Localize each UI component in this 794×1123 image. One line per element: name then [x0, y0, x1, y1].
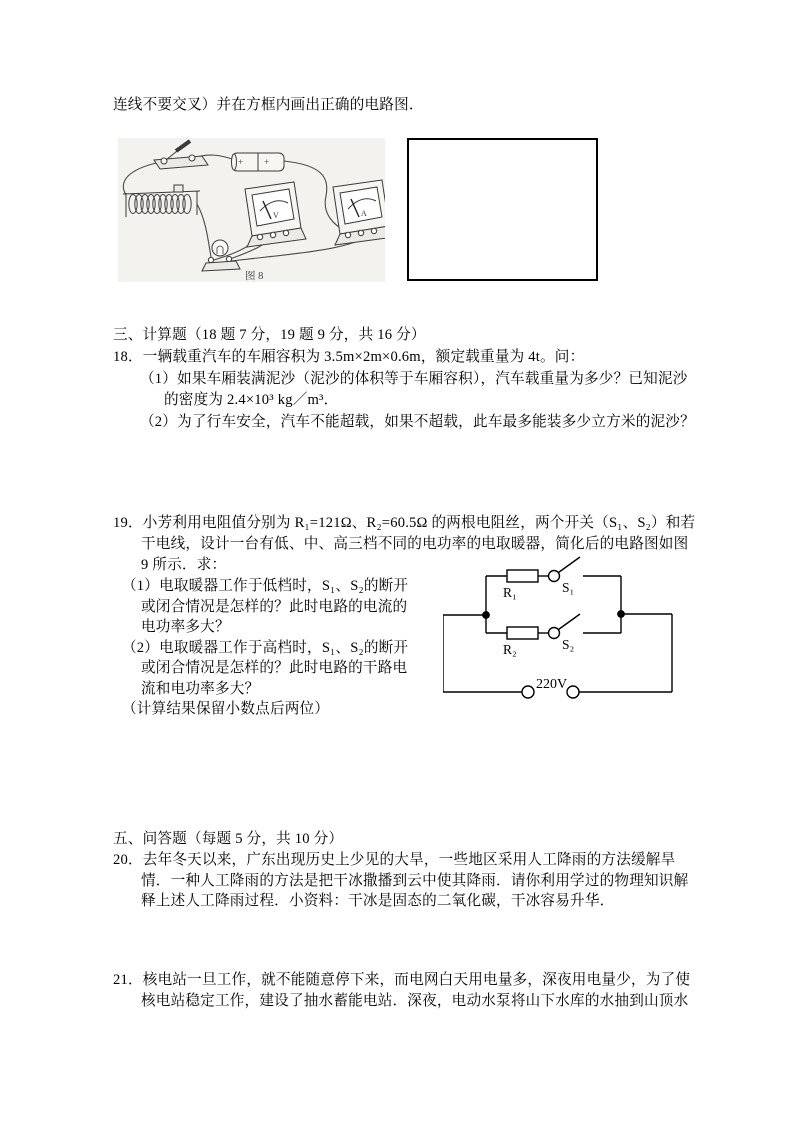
r2-label: R₂ — [503, 642, 517, 657]
q21-line: 核电站稳定工作，建设了抽水蓄能电站．深夜，电动水泵将山下水库的水抽到山顶水 — [141, 993, 689, 1009]
switch-s2 — [549, 628, 560, 639]
q19-line: 电功率多大？ — [141, 619, 230, 635]
q19-line: 或闭合情况是怎样的？此时电路的干路电 — [141, 660, 408, 676]
q19-line: （2）电取暖器工作于高档时，S₁、S₂的断开 — [122, 640, 409, 656]
figure8-caption: 图 8 — [245, 271, 264, 282]
switch-s1 — [549, 571, 560, 582]
source-terminal — [567, 686, 579, 698]
q19-line: （计算结果保留小数点后两位） — [122, 701, 330, 717]
intro-line: 连线不要交叉）并在方框内画出正确的电路图． — [113, 97, 424, 113]
circuit-answer-box — [407, 138, 598, 281]
q18-line: 的密度为 2.4×10³ kg／m³． — [164, 392, 339, 408]
q18-line: （1）如果车厢装满泥沙（泥沙的体积等于车厢容积），汽车载重量为多少？已知泥沙 — [140, 371, 688, 387]
battery-plus-left: + — [238, 157, 244, 167]
q18-line: 18．一辆载重汽车的车厢容积为 3.5m×2m×0.6m，额定载重量为 4t。问： — [113, 349, 585, 365]
voltage-label: 220V — [536, 677, 568, 692]
s2-label: S₂ — [562, 637, 575, 652]
q19-line: 9 所示．求： — [141, 557, 227, 573]
junction-dot — [483, 612, 489, 618]
resistor-r1 — [507, 570, 538, 582]
q19-line: 流和电功率多大？ — [141, 681, 260, 697]
ammeter-label: A — [361, 209, 367, 218]
resistor-r2 — [507, 627, 538, 639]
q19-line: （1）电取暖器工作于低档时，S₁、S₂的断开 — [122, 578, 409, 594]
q18-line: （2）为了行车安全，汽车不能超载，如果不超载，此车最多能装多少立方米的泥沙？ — [140, 414, 695, 430]
ammeter-icon — [333, 180, 385, 245]
q19-line: 19．小芳利用电阻值分别为 R₁=121Ω、R₂=60.5Ω 的两根电阻丝，两个开关（S₁、S₂）和若 — [113, 515, 696, 531]
q20-line: 释上述人工降雨过程．小资料：干冰是固态的二氧化碳，干冰容易升华． — [141, 893, 615, 909]
voltmeter-label: V — [273, 211, 279, 220]
q20-line: 情．一种人工降雨的方法是把干冰撒播到云中使其降雨．请你利用学过的物理知识解 — [141, 873, 689, 889]
q20-line: 20．去年冬天以来，广东出现历史上少见的大旱，一些地区采用人工降雨的方法缓解旱 — [113, 852, 676, 868]
battery-icon — [232, 153, 285, 171]
q19-line: 干电线，设计一台有低、中、高三档不同的电功率的电取暖器，简化后的电路图如图 — [141, 536, 689, 552]
r1-label: R₁ — [503, 585, 517, 600]
source-terminal — [522, 686, 534, 698]
figure9-circuit — [443, 551, 683, 703]
figure8-photo — [118, 138, 385, 282]
calc-section-title: 三、计算题（18 题 7 分，19 题 9 分，共 16 分） — [113, 327, 426, 343]
q21-line: 21．核电站一旦工作，就不能随意停下来，而电网白天用电量多，深夜用电量少，为了使 — [113, 972, 691, 988]
s1-label: S₁ — [562, 580, 575, 595]
qa-section-title: 五、问答题（每题 5 分，共 10 分） — [113, 831, 344, 847]
junction-dot — [618, 611, 624, 617]
q19-line: 或闭合情况是怎样的？此时电路的电流的 — [141, 599, 408, 615]
battery-plus-right: + — [264, 157, 270, 167]
